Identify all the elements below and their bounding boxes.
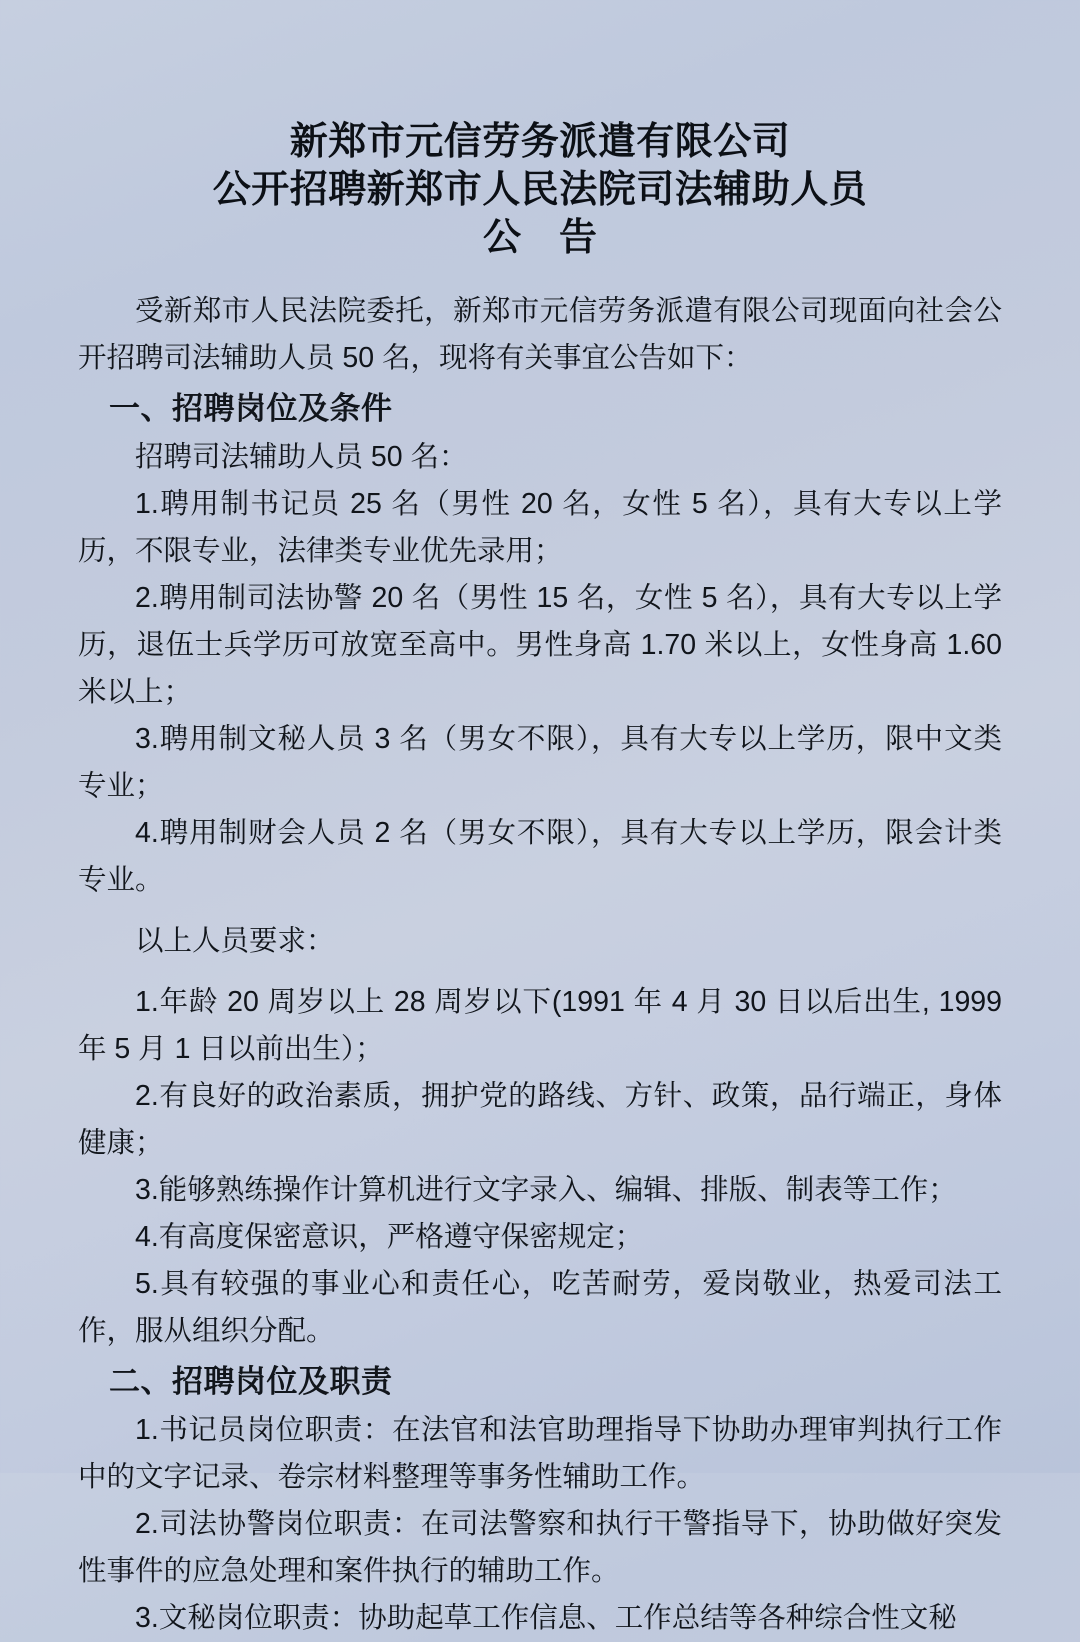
paragraph-1-10: 5.具有较强的事业心和责任心，吃苦耐劳，爱岗敬业，热爱司法工作，服从组织分配。 — [78, 1268, 1002, 1347]
title-line-1: 新郑市元信劳务派遣有限公司 — [289, 121, 791, 163]
paragraph-2-0: 1.书记员岗位职责：在法官和法官助理指导下协助办理审判执行工作中的文字记录、卷宗材料整理等事务性辅助工作。 — [78, 1414, 1002, 1493]
paragraph-1-2: 2.聘用制司法协警 20 名（男性 15 名，女性 5 名），具有大专以上学历，退伍士兵学历可放宽至高中。男性身高 1.70 米以上，女性身高 1.60 米以上； — [78, 582, 1002, 708]
paragraph-1-1: 1.聘用制书记员 25 名（男性 20 名，女性 5 名），具有大专以上学历，不限专业，法律类专业优先录用； — [78, 488, 1002, 567]
title-line-2: 公开招聘新郑市人民法院司法辅助人员 — [212, 169, 868, 211]
paragraph-1-4: 4.聘用制财会人员 2 名（男女不限），具有大专以上学历，限会计类专业。 — [78, 817, 1002, 896]
paragraph-1-0: 招聘司法辅助人员 50 名： — [135, 441, 468, 473]
intro-paragraph: 受新郑市人民法院委托，新郑市元信劳务派遣有限公司现面向社会公开招聘司法辅助人员 50 名，现将有关事宜公告如下： — [78, 295, 1002, 374]
paragraph-1-9: 4.有高度保密意识，严格遵守保密规定； — [135, 1221, 644, 1253]
section-heading-2: 二、招聘岗位及职责 — [109, 1364, 393, 1399]
section-heading-1: 一、招聘岗位及条件 — [109, 391, 393, 426]
title-line-3: 公告 — [482, 217, 635, 259]
paragraph-2-1: 2.司法协警岗位职责：在司法警察和执行干警指导下，协助做好突发性事件的应急处理和案件执行的辅助工作。 — [78, 1508, 1002, 1587]
document-body — [78, 288, 1002, 1642]
paragraph-spacer-2 — [78, 965, 1002, 979]
paragraph-2-2: 3.文秘岗位职责：协助起草工作信息、工作总结等各种综合性文秘 — [135, 1602, 957, 1634]
page-title — [78, 118, 1002, 262]
paragraph-1-7: 2.有良好的政治素质，拥护党的路线、方针、政策，品行端正，身体健康； — [78, 1080, 1002, 1159]
paragraph-1-6: 1.年龄 20 周岁以上 28 周岁以下(1991 年 4 月 30 日以后出生, 1999 年 5 月 1 日以前出生）； — [78, 986, 1002, 1065]
paragraph-spacer-1 — [78, 904, 1002, 918]
paragraph-1-3: 3.聘用制文秘人员 3 名（男女不限），具有大专以上学历，限中文类专业； — [78, 723, 1002, 802]
paragraph-1-8: 3.能够熟练操作计算机进行文字录入、编辑、排版、制表等工作； — [135, 1174, 957, 1206]
paragraph-1-5: 以上人员要求： — [135, 925, 335, 957]
